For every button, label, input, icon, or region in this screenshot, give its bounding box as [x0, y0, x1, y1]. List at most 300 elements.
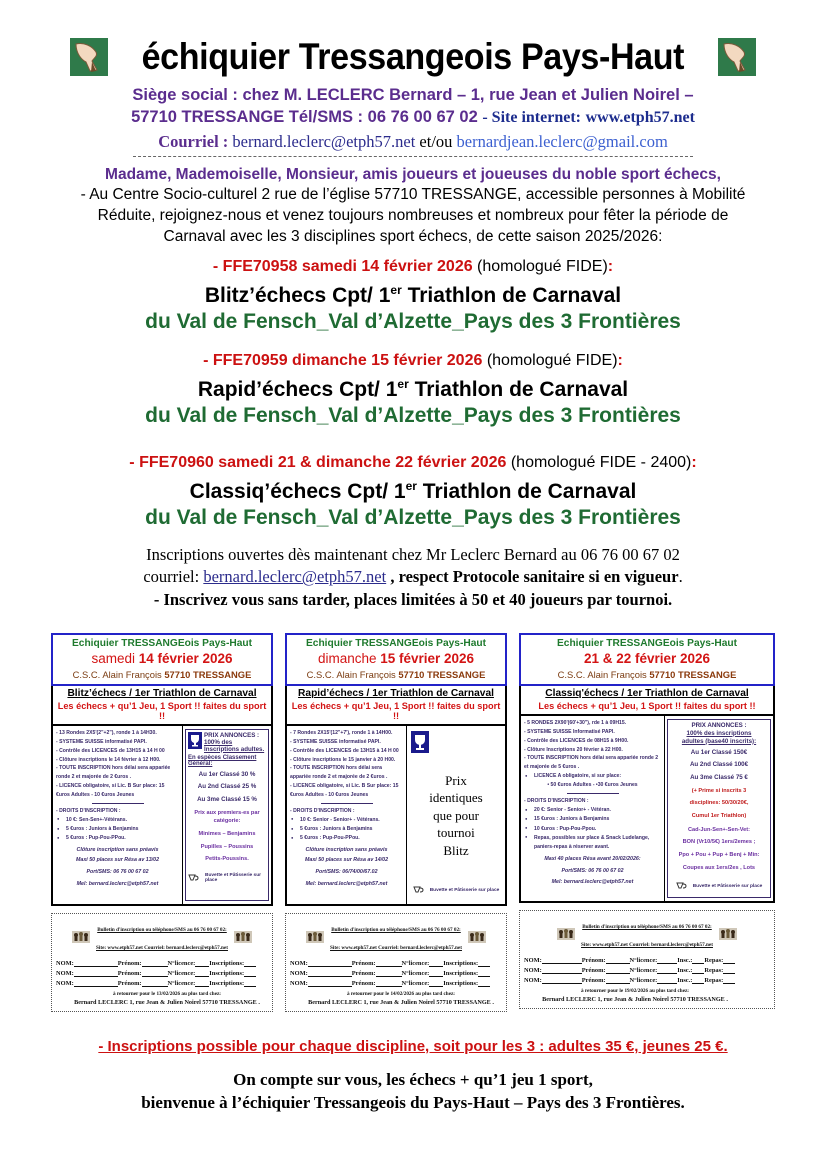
event-code-text: - FFE70958 samedi 14 février 2026	[212, 258, 473, 276]
event-block-blitz	[20, 258, 806, 334]
flyer1-prize-extra-0: Prix aux premiers-es par catégorie:	[194, 809, 260, 825]
event-code-text: - FFE70960 samedi 21 & dimanche 22 février 2026	[129, 454, 507, 472]
flyer1-line-5: - LICENCE obligatoire, si Lic. B Sur place: 15 €uros Adultes - 10 €uros Jeunes	[56, 783, 165, 799]
nom-input[interactable]	[74, 979, 118, 987]
flyer3-prize-extra-0: (+ Prime si inscrits 3	[691, 787, 747, 794]
flyer2-maxi-2: Mel: bernard.leclerc@etph57.net	[305, 880, 388, 887]
chess-pieces-icon-left	[306, 930, 324, 942]
flyer2-droit-0: ● 10 €: Senior - Senior+ - Vétérans.	[290, 816, 403, 825]
flyer3-maxi-0: Maxi 40 places Résa avant 20/02/2026:	[544, 855, 641, 862]
inscriptions-input[interactable]	[244, 979, 256, 987]
flyer2-venue	[289, 669, 503, 680]
licence-input[interactable]	[657, 956, 677, 964]
flyer3-line-1: - SYSTEME SUISSE Informatisé PAPI.	[524, 728, 615, 735]
flyer2-line-2: - Contrôle des LICENCES de 13H15 à 14 H 00	[290, 747, 399, 754]
email-link-1[interactable]: bernard.leclerc@etph57.net	[232, 132, 416, 151]
event-title-blitz	[20, 283, 806, 308]
flyer2-bulletin-titles	[330, 918, 462, 954]
nom-label: NOM:	[524, 967, 542, 975]
insc-input[interactable]	[692, 966, 704, 974]
inscriptions-input[interactable]	[244, 969, 256, 977]
flyer2-line-0: - 7 Rondes 2X15'(12"+7'), ronde 1 à 14H00.	[290, 729, 393, 736]
licence-input[interactable]	[429, 979, 443, 987]
flyer3-droits-list	[524, 806, 661, 852]
flyer1-line-3: - Clôture inscriptions le 14 février à 12 H00.	[56, 756, 161, 763]
flyer1-prize-header	[188, 732, 266, 753]
flyer1-club: Echiquier TRESSANGEois Pays-Haut	[71, 637, 253, 649]
flyer1-prize-extra-3: Petits-Poussins.	[205, 856, 249, 863]
inscriptions-block	[20, 544, 806, 610]
flyer2-header	[285, 633, 507, 686]
licence-input[interactable]	[657, 966, 677, 974]
inscriptions-label: Inscriptions:	[209, 979, 245, 987]
flyer2-body	[285, 726, 507, 906]
prenom-label: Prénom:	[351, 969, 376, 977]
flyer3-venue-city: 57710 TRESSANGE	[649, 668, 737, 680]
nom-input[interactable]	[74, 969, 118, 977]
flyer1-band-slogan: Les échecs + qu’1 Jeu, 1 Sport !! faites du sport !!	[57, 700, 267, 721]
nom-input[interactable]	[542, 956, 582, 964]
flyer1-droits-list	[56, 816, 179, 843]
prenom-input[interactable]	[606, 966, 630, 974]
flyer2-line-3: - Clôture inscriptions le 15 janvier à 20 H00.	[290, 756, 396, 763]
event-title-post: Triathlon de Carnaval	[401, 284, 622, 308]
trophy-icon	[188, 732, 202, 749]
header-title-row	[20, 0, 806, 78]
flyer2-droit-1: ● 5 €uros : Juniors à Benjamins	[290, 825, 403, 834]
table-row	[524, 966, 770, 974]
insc-label: Insc.:	[677, 967, 693, 975]
footer-closing-line2: bienvenue à l’échiquier Tressangeois du Pays-Haut – Pays des 3 Frontières.	[141, 1092, 685, 1112]
nom-input[interactable]	[542, 966, 582, 974]
protocole-text: , respect Protocole sanitaire si en vigueur	[386, 567, 679, 587]
flyer2-venue-name: C.S.C. Alain François	[306, 668, 399, 680]
licence-label: N°licence:	[167, 959, 196, 967]
table-row	[290, 959, 502, 967]
licence-label: N°licence:	[401, 959, 430, 967]
repas-input[interactable]	[723, 966, 735, 974]
prenom-input[interactable]	[142, 969, 168, 977]
nom-label: NOM:	[524, 957, 542, 965]
nom-label: NOM:	[290, 979, 308, 987]
flyer1-bulletin-footer	[56, 991, 268, 1006]
flyer3-date-main: 21 & 22 février 2026	[583, 650, 711, 666]
flyer3-separator	[567, 793, 619, 794]
chess-pieces-icon-right	[234, 930, 252, 942]
flyer1-venue-city: 57710 TRESSANGE	[164, 668, 252, 680]
event-colon: :	[617, 352, 623, 370]
intro-line1: - Au Centre Socio-culturel 2 rue de l’église 57710 TRESSANGE, accessible personnes à Mobilité	[80, 186, 746, 203]
nom-input[interactable]	[542, 976, 582, 984]
flyer1-prize-row-0: Au 1er Classé 30 %	[198, 770, 256, 778]
flyer3-return-address: Bernard LECLERC 1, rue Jean & Julien Noirel 57710 TRESSANGE .	[542, 996, 728, 1004]
flyer1-line-2: - Contrôle des LICENCES de 13H15 à 14 H 00	[56, 747, 165, 754]
flyer1-bulletin-rows	[56, 959, 268, 987]
flyer3-maxi-2: Mel: bernard.leclerc@etph57.net	[551, 879, 634, 886]
inscriptions-input[interactable]	[478, 979, 490, 987]
flyer1-bulletin-titles	[96, 918, 228, 954]
flyer3-droit-3: ● Repas, possibles sur place & Snack Ludelange, paniers-repas à réserver avant.	[524, 834, 661, 852]
flyer1-date-main: 14 février 2026	[138, 650, 233, 666]
flyer1-prize-box	[185, 729, 269, 901]
event-code-classic	[20, 454, 806, 472]
nom-input[interactable]	[74, 959, 118, 967]
prenom-input[interactable]	[142, 959, 168, 967]
licence-input[interactable]	[429, 969, 443, 977]
flyer1-maxi-1: Port/SMS: 06 76 00 67 02	[86, 869, 149, 876]
etou-text: et/ou	[415, 132, 457, 151]
flyer3-buvette	[670, 878, 768, 895]
intro-greeting: Madame, Mademoiselle, Monsieur, amis joueurs et joueuses du noble sport échecs,	[105, 166, 721, 183]
event-homolog-text: (homologué FIDE)	[472, 258, 608, 276]
licence-label: N°licence:	[401, 969, 430, 977]
flyer3-header	[519, 633, 775, 686]
flyer2-prizes	[407, 726, 505, 904]
chess-knight-icon-left	[70, 38, 108, 76]
flyers-row	[20, 633, 806, 1012]
flyer2-band	[285, 686, 507, 726]
inscriptions-label: Inscriptions:	[209, 969, 245, 977]
flyer3-buvette-text: Buvette et Pâtisserie sur place	[692, 884, 763, 890]
flyer3-droit-2: ● 10 €uros : Pup-Pou-Ppou.	[524, 825, 661, 834]
inscriptions-input[interactable]	[478, 959, 490, 967]
inscriptions-label: Inscriptions:	[443, 959, 479, 967]
courriel-sep: :	[218, 132, 233, 151]
flyer3-prize-pct: 100% des inscriptions	[686, 729, 752, 737]
flyer3-line-4: - TOUTE INSCRIPTION hors délai sera appariée ronde 2 et majorée de 5 €uros .	[524, 755, 659, 771]
inscriptions-line1: Inscriptions ouvertes dès maintenant chez Mr Leclerc Bernard au 06 76 00 67 02	[146, 545, 680, 565]
prize-title-text: PRIX ANNONCES :	[691, 721, 747, 729]
flyer3-droit-1: ● 15 €uros : Juniors à Benjamins	[524, 815, 661, 824]
flyer3-licence-0: ● LICENCE A obligatoire, si sur place:	[524, 772, 661, 781]
nom-label: NOM:	[56, 979, 74, 987]
event-title-sup: er	[397, 377, 409, 392]
flyer2-buvette-text: Buvette et Pâtisserie sur place	[429, 887, 500, 893]
flyer3-prize-row-2: Au 3me Classé 75 €	[690, 774, 748, 781]
flyer2-return-address: Bernard LECLERC 1, rue Jean & Julien Noirel 57710 TRESSANGE .	[308, 998, 494, 1006]
flyer3-line-2: - Contrôle des LICENCES de 08H15 à 9H00.	[524, 737, 629, 744]
nom-input[interactable]	[308, 969, 352, 977]
repas-input[interactable]	[723, 976, 735, 984]
prenom-input[interactable]	[606, 956, 630, 964]
table-row	[290, 979, 502, 987]
flyer2-date-main: 15 février 2026	[380, 650, 475, 666]
flyer1-cloture: Clôture inscription sans préavis	[76, 847, 159, 854]
flyer1-band-title: Blitz’échecs / 1er Triathlon de Carnaval	[67, 687, 257, 699]
flyer3-prize-extra2-2: Ppo + Pou + Pup + Benj + Min:	[678, 851, 760, 858]
flyer1-buvette	[188, 870, 266, 887]
flyer2-bulletin-top	[290, 918, 502, 954]
courriel-prefix: courriel:	[143, 567, 204, 587]
flyer2-line-5: - LICENCE obligatoire, si Lic. B Sur place: 15 €uros Adultes - 10 €uros Jeunes	[290, 783, 399, 799]
flyer3-licence-1: • 50 €uros Adultes - •30 €uros Jeunes	[547, 782, 638, 789]
flyer3-date	[523, 651, 771, 666]
nom-label: NOM:	[56, 969, 74, 977]
flyer2-prize-l3: tournoi	[437, 825, 475, 841]
prenom-label: Prénom:	[117, 959, 142, 967]
prenom-label: Prénom:	[581, 977, 606, 985]
prize-adults: Inscriptions adultes.	[204, 745, 265, 753]
licence-label: N°licence:	[401, 979, 430, 987]
flyer3-bulletin	[519, 910, 775, 1009]
flyer3-club: Echiquier TRESSANGEois Pays-Haut	[556, 637, 738, 649]
siege-social-line2	[20, 108, 806, 127]
flyer2-droit-2: ● 5 €uros : Pup-Pou-PPou.	[290, 834, 403, 843]
flyer3-venue-name: C.S.C. Alain François	[557, 668, 650, 680]
flyer1-droit-2: ● 5 €uros : Pup-Pou-PPou.	[56, 834, 179, 843]
event-colon: :	[607, 258, 614, 276]
event-homolog-text: (homologué FIDE - 2400)	[506, 454, 692, 472]
flyer3-prize-extra2-3: Coupes aux 1ers/2es , Lots	[682, 864, 756, 871]
event-block-classic	[20, 454, 806, 530]
flyer3-bulletin-titles	[581, 915, 713, 951]
table-row	[56, 969, 268, 977]
prenom-input[interactable]	[376, 959, 402, 967]
prenom-label: Prénom:	[117, 979, 142, 987]
licence-label: N°licence:	[167, 969, 196, 977]
insc-input[interactable]	[692, 956, 704, 964]
inscriptions-line2	[20, 566, 806, 588]
flyer1-prizes	[183, 726, 271, 904]
event-title-sup: er	[390, 283, 402, 298]
flyer3-maxi-1: Port/SMS: 06 76 00 67 02	[561, 867, 624, 874]
flyer2-date	[289, 651, 503, 666]
inscriptions-input[interactable]	[478, 969, 490, 977]
flyer-blitz	[51, 633, 273, 1012]
chess-knight-icon-right	[718, 38, 756, 76]
flyer3-band	[519, 686, 775, 716]
licence-label: N°licence:	[167, 979, 196, 987]
flyer2-band-slogan: Les échecs + qu’1 Jeu, 1 Sport !! faites du sport !!	[291, 700, 501, 721]
flyer2-prize-l4: Blitz	[443, 842, 469, 858]
chess-pieces-icon-left	[72, 930, 90, 942]
inscriptions-label: Inscriptions:	[209, 959, 245, 967]
footer-closing	[20, 1069, 806, 1115]
insc-input[interactable]	[692, 976, 704, 984]
trophy-icon	[411, 740, 429, 757]
flyer2-band-title: Rapid’échecs / 1er Triathlon de Carnaval	[298, 687, 494, 699]
site-label: - Site internet:	[482, 109, 581, 126]
flyer3-prize-title	[670, 722, 768, 729]
inscriptions-input[interactable]	[244, 959, 256, 967]
prenom-input[interactable]	[606, 976, 630, 984]
prenom-input[interactable]	[376, 979, 402, 987]
event-title-pre: Blitz’échecs Cpt/ 1	[204, 284, 391, 308]
licence-input[interactable]	[657, 976, 677, 984]
flyer1-venue	[55, 669, 269, 680]
flyer3-licence-list	[524, 772, 661, 781]
flyer3-line-0: - 5 RONDES 2X90'(60'+30"), rde 1 à 09H15.	[524, 719, 627, 726]
phone-text: 57710 TRESSANGE Tél/SMS : 06 76 00 67 02	[131, 108, 478, 126]
flyer1-venue-name: C.S.C. Alain François	[72, 668, 165, 680]
page-title: échiquier Tressangeois Pays-Haut	[141, 36, 685, 77]
table-row	[290, 969, 502, 977]
prenom-label: Prénom:	[581, 967, 606, 975]
flyer1-prize-extra-1: Minimes – Benjamins	[198, 830, 256, 837]
flyer2-return-date: à retourner pour le 14/02/2026 au plus tard chez:	[346, 990, 456, 997]
flyer2-venue-city: 57710 TRESSANGE	[398, 668, 486, 680]
licence-input[interactable]	[429, 959, 443, 967]
prenom-input[interactable]	[376, 969, 402, 977]
intro-line3: Carnaval avec les 3 disciplines sport échecs, de cette saison 2025/2026:	[163, 227, 663, 245]
inscriptions-label: Inscriptions:	[443, 979, 479, 987]
table-row	[524, 956, 770, 964]
insc-label: Insc.:	[677, 977, 693, 985]
flyer2-club: Echiquier TRESSANGEois Pays-Haut	[305, 637, 487, 649]
flyer1-droit-0: ● 10 €: Sen-Sen+-Vétérans.	[56, 816, 179, 825]
event-title-pre: Classiq’échecs Cpt/ 1	[189, 480, 406, 504]
flyer3-droits-title: - DROITS D'INSCRIPTION :	[524, 798, 589, 805]
flyer1-header	[51, 633, 273, 686]
nom-label: NOM:	[290, 969, 308, 977]
event-title-post: Triathlon de Carnaval	[408, 378, 629, 402]
event-code-text: - FFE70959 dimanche 15 février 2026	[203, 352, 483, 370]
flyer1-separator	[92, 803, 144, 804]
prenom-label: Prénom:	[351, 959, 376, 967]
flyer1-prize-row-1: Au 2nd Classé 25 %	[197, 783, 257, 791]
flyer3-venue	[523, 669, 771, 680]
event-title-post: Triathlon de Carnaval	[416, 480, 637, 504]
table-row	[524, 976, 770, 984]
email-link-2[interactable]: bernardjean.leclerc@gmail.com	[456, 132, 668, 151]
flyer3-prize-extra2-0: Cad-Jun-Sen+-Sen-Vet:	[687, 826, 750, 833]
chess-pieces-icon-right	[468, 930, 486, 942]
buvette-icon	[413, 882, 427, 899]
flyer2-droits-list	[290, 816, 403, 843]
flyer2-bulletin	[285, 913, 507, 1012]
flyer1-details	[53, 726, 183, 904]
flyer2-prize-l2: que pour	[433, 807, 479, 823]
repas-label: Repas:	[704, 957, 724, 965]
intro-line2: Réduite, rejoignez-nous et venez toujours nombreuses et nombreux pour fêter la période de	[97, 206, 729, 224]
flyer3-band-slogan: Les échecs + qu’1 Jeu, 1 Sport !! faites du sport !!	[538, 700, 756, 711]
licence-input[interactable]	[195, 959, 209, 967]
flyer2-prize-l0: Prix	[445, 772, 467, 788]
nom-input[interactable]	[308, 979, 352, 987]
inscriptions-email-link[interactable]: bernard.leclerc@etph57.net	[203, 567, 387, 587]
site-url-link[interactable]: www.etph57.net	[585, 109, 695, 126]
flyer1-prize-title	[204, 732, 264, 753]
flyer2-buvette	[411, 882, 501, 899]
event-code-rapid	[20, 352, 806, 370]
flyer1-return-date: à retourner pour le 13/02/2026 au plus tard chez:	[112, 990, 222, 997]
flyer1-prize-extra-2: Pupilles – Poussins	[200, 843, 254, 850]
table-row	[56, 979, 268, 987]
repas-label: Repas:	[704, 967, 724, 975]
flyer2-bulletin-footer	[290, 991, 502, 1006]
event-colon: :	[691, 454, 697, 472]
prize-pct: 100% des	[204, 738, 233, 746]
flyer2-bulletin-t1: Bulletin d'inscription ou téléphone/SMS au 06 76 00 67 02:	[331, 926, 461, 933]
licence-label: N°licence:	[629, 977, 658, 985]
courriel-line	[20, 132, 806, 152]
prize-title-text: PRIX ANNONCES :	[204, 731, 260, 739]
flyer2-prize-box	[409, 729, 503, 901]
period: .	[678, 567, 683, 587]
event-homolog-text: (homologué FIDE)	[482, 352, 618, 370]
buvette-icon	[676, 878, 690, 895]
nom-label: NOM:	[524, 977, 542, 985]
flyer1-prize-sub: En espèces Classement Général:	[188, 754, 257, 767]
chess-pieces-icon-left	[557, 927, 575, 939]
flyer3-prize-row-1: Au 2nd Classé 100€	[689, 761, 749, 769]
event-title-pre: Rapid’échecs Cpt/ 1	[197, 378, 398, 402]
flyer-rapid	[285, 633, 507, 1012]
event-code-blitz	[20, 258, 806, 276]
flyer3-prize-extra2-1: BON (Vr10/5€) 1ers/2emes ;	[682, 839, 756, 846]
event-subtitle-classic: du Val de Fensch_Val d’Alzette_Pays des 3 Frontières	[145, 506, 681, 530]
flyer2-details	[287, 726, 407, 904]
licence-input[interactable]	[195, 979, 209, 987]
event-subtitle-rapid: du Val de Fensch_Val d’Alzette_Pays des 3 Frontières	[145, 404, 681, 428]
flyer1-line-4: - TOUTE INSCRIPTION hors délai sera appariée ronde 2 et majorée de 2 €uros .	[56, 765, 171, 781]
chess-pieces-icon-right	[719, 927, 737, 939]
flyer3-bulletin-top	[524, 915, 770, 951]
flyer3-bulletin-t2: Site: www.etph57.net Courriel: bernard.leclerc@etph57.net	[581, 942, 713, 949]
inscriptions-label: Inscriptions:	[443, 969, 479, 977]
flyer2-bulletin-rows	[290, 959, 502, 987]
nom-label: NOM:	[290, 959, 308, 967]
prenom-label: Prénom:	[351, 979, 376, 987]
flyer-classic	[519, 633, 775, 1012]
flyer3-prize-box	[667, 719, 771, 898]
flyer1-line-1: - SYSTEME SUISSE informatisé PAPI.	[56, 738, 147, 745]
flyer1-droits-title: - DROITS D'INSCRIPTION :	[56, 808, 121, 815]
flyer1-bulletin-t2: Site: www.etph57.net Courriel: bernard.leclerc@etph57.net	[96, 944, 228, 951]
event-title-rapid	[20, 377, 806, 402]
repas-input[interactable]	[723, 956, 735, 964]
flyer2-maxi-1: Port/SMS: 06/74/00/67.02	[315, 869, 378, 876]
flyer1-maxi-0: Maxi 50 places sur Résa av 13/02	[75, 857, 160, 864]
flyer3-prize-extra-2: Cumul 1er Triathlon)	[691, 812, 747, 819]
event-title-classic	[20, 479, 806, 504]
flyer1-body	[51, 726, 273, 906]
prenom-input[interactable]	[142, 979, 168, 987]
flyer1-date-day: samedi	[91, 650, 139, 666]
flyer1-bulletin	[51, 913, 273, 1012]
flyer1-prize-row-2: Au 3me Classé 15 %	[197, 796, 257, 803]
flyer2-line-1: - SYSTEME SUISSE informatisé PAPI.	[290, 738, 381, 745]
flyer2-prize-text	[411, 772, 501, 860]
flyer3-line-3: - Clôture Inscriptions 20 février à 22 H00.	[524, 746, 623, 753]
flyer1-maxi-2: Mel: bernard.leclerc@etph57.net	[76, 880, 159, 887]
flyer1-line-0: - 13 Rondes 2X5'(2"+2"), ronde 1 à 14H30.	[56, 729, 157, 736]
flyer3-return-date: à retourner pour le 19/02/2026 au plus tard chez:	[580, 988, 690, 995]
flyer2-maxi-0: Maxi 50 places sur Résa av 14/02	[304, 857, 389, 864]
licence-label: N°licence:	[629, 967, 658, 975]
flyer3-bulletin-footer	[524, 988, 770, 1003]
repas-label: Repas:	[704, 977, 724, 985]
flyer3-prizes	[665, 716, 773, 901]
nom-input[interactable]	[308, 959, 352, 967]
nom-label: NOM:	[56, 959, 74, 967]
licence-input[interactable]	[195, 969, 209, 977]
flyer1-droit-1: ● 5 €uros : Juniors à Benjamins	[56, 825, 179, 834]
flyer1-bulletin-t1: Bulletin d'inscription ou téléphone/SMS au 06 76 00 67 02:	[97, 926, 227, 933]
flyer2-prize-l1: identiques	[429, 790, 483, 806]
flyer1-return-address: Bernard LECLERC 1, rue Jean & Julien Noirel 57710 TRESSANGE .	[74, 998, 260, 1006]
flyer1-band	[51, 686, 273, 726]
flyer2-date-day: dimanche	[317, 650, 381, 666]
header-divider	[133, 156, 693, 157]
inscriptions-line3: - Inscrivez vous sans tarder, places limitées à 50 et 40 joueurs par tournoi.	[153, 590, 673, 610]
footer-prices: - Inscriptions possible pour chaque discipline, soit pour les 3 : adultes 35 €, jeunes 25 €.	[98, 1037, 728, 1055]
prenom-label: Prénom:	[117, 969, 142, 977]
event-title-sup: er	[405, 479, 417, 494]
flyer1-bulletin-top	[56, 918, 268, 954]
flyer3-droit-0: ● 20 €: Senior - Senior+ - Vétéran.	[524, 806, 661, 815]
flyer3-prize-base: adultes (base40 inscrits):	[681, 737, 757, 745]
